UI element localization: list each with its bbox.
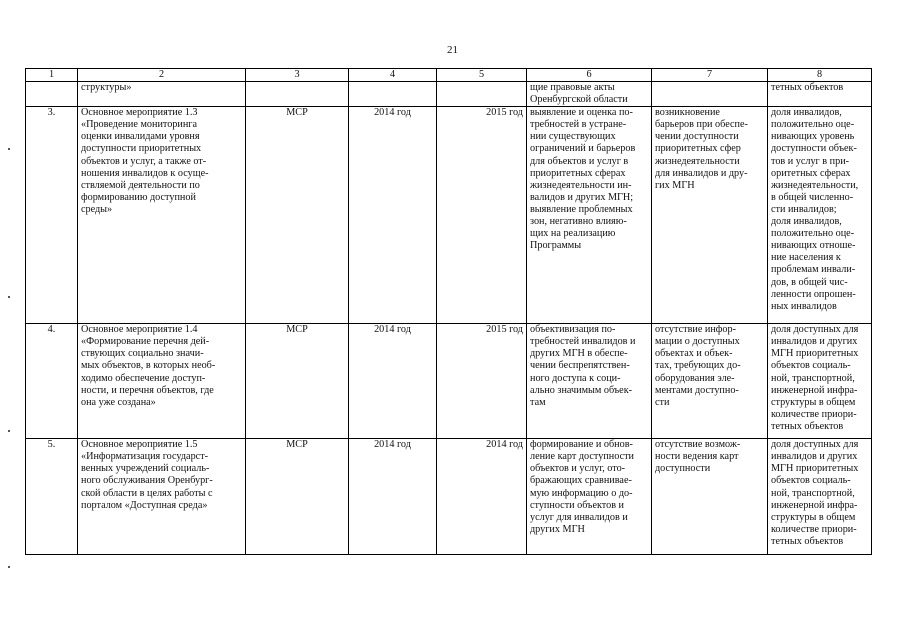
page-number: 21: [447, 44, 458, 56]
table-row: [26, 439, 872, 555]
indicator-cell: доля доступных для инвалидов и других МГН приоритетных объектов социаль- ной, транспортной, инженерной инфра- структуры в общем количестве приори- тетных объектов: [768, 324, 872, 439]
indicator-cell: доля инвалидов, положительно оце- нивающих уровень доступности объек- тов и услуг в при- оритетных сферах жизнедеятельности, в общей численно- сти инвалидов; доля инвалидов, положительно оце- нивающих отноше- ние населения к проблемам инвали- дов, в общей чис- ленности опрошен- ных инвалидов: [768, 107, 872, 324]
consequences-cell: [652, 82, 768, 107]
table-header-row: [26, 69, 872, 82]
executor-cell: МСР: [246, 324, 349, 439]
row-number-cell: 4.: [26, 324, 78, 439]
measure-cell: структуры»: [78, 82, 246, 107]
end-year-cell: 2015 год: [437, 324, 527, 439]
header-cell: 7: [652, 69, 768, 82]
end-year-cell: 2014 год: [437, 439, 527, 555]
indicator-cell: доля доступных для инвалидов и других МГН приоритетных объектов социаль- ной, транспортной, инженерной инфра- структуры в общем количестве приори- тетных объектов: [768, 439, 872, 555]
expected-result-cell: объективизация по- требностей инвалидов и других МГН в обеспе- чении беспрепятствен- ного доступа к соци- ально значимым объек- там: [527, 324, 652, 439]
expected-result-cell: формирование и обнов- ление карт доступности объектов и услуг, ото- бражающих сравнивае- мую информацию о до- ступности объектов и услуг для инвалидов и других МГН: [527, 439, 652, 555]
executor-cell: МСР: [246, 439, 349, 555]
start-year-cell: 2014 год: [349, 107, 437, 324]
row-number-cell: 3.: [26, 107, 78, 324]
scan-margin-mark: [8, 296, 10, 298]
header-cell: 2: [78, 69, 246, 82]
consequences-cell: возникновение барьеров при обеспе- чении доступности приоритетных сфер жизнедеятельности для инвалидов и дру- гих МГН: [652, 107, 768, 324]
table-row: [26, 82, 872, 107]
header-cell: 6: [527, 69, 652, 82]
start-year-cell: [349, 82, 437, 107]
measure-cell: Основное мероприятие 1.5 «Информатизация государст- венных учреждений социаль- ного обслуживания Оренбург- ской области в целях работы с порталом «Доступная среда»: [78, 439, 246, 555]
consequences-cell: отсутствие возмож- ности ведения карт доступности: [652, 439, 768, 555]
scan-margin-mark: [8, 566, 10, 568]
scan-margin-mark: [8, 148, 10, 150]
end-year-cell: [437, 82, 527, 107]
program-measures-table: [25, 68, 872, 555]
header-cell: 4: [349, 69, 437, 82]
header-cell: 1: [26, 69, 78, 82]
scan-margin-mark: [8, 430, 10, 432]
row-number-cell: 5.: [26, 439, 78, 555]
end-year-cell: 2015 год: [437, 107, 527, 324]
header-cell: 8: [768, 69, 872, 82]
expected-result-cell: щие правовые акты Оренбургской области: [527, 82, 652, 107]
measure-cell: Основное мероприятие 1.4 «Формирование перечня дей- ствующих социально значи- мых объектов, в которых необ- ходимо обеспечение доступ- ности, и перечня объектов, где она уже создана»: [78, 324, 246, 439]
header-cell: 5: [437, 69, 527, 82]
table-row: [26, 107, 872, 324]
indicator-cell: тетных объектов: [768, 82, 872, 107]
executor-cell: [246, 82, 349, 107]
start-year-cell: 2014 год: [349, 324, 437, 439]
executor-cell: МСР: [246, 107, 349, 324]
table-row: [26, 324, 872, 439]
row-number-cell: [26, 82, 78, 107]
consequences-cell: отсутствие инфор- мации о доступных объектах и объек- тах, требующих до- оборудования эле- ментами доступно- сти: [652, 324, 768, 439]
start-year-cell: 2014 год: [349, 439, 437, 555]
header-cell: 3: [246, 69, 349, 82]
expected-result-cell: выявление и оценка по- требностей в устране- нии существующих ограничений и барьеров для объектов и услуг в приоритетных сферах жизнедеятельности ин- валидов и других МГН; выявление проблемных зон, негативно влияю- щих на реализацию Программы: [527, 107, 652, 324]
measure-cell: Основное мероприятие 1.3 «Проведение мониторинга оценки инвалидами уровня доступности приоритетных объектов и услуг, а также от- ношения инвалидов к осуще- ствляемой деятельности по формированию доступной среды»: [78, 107, 246, 324]
